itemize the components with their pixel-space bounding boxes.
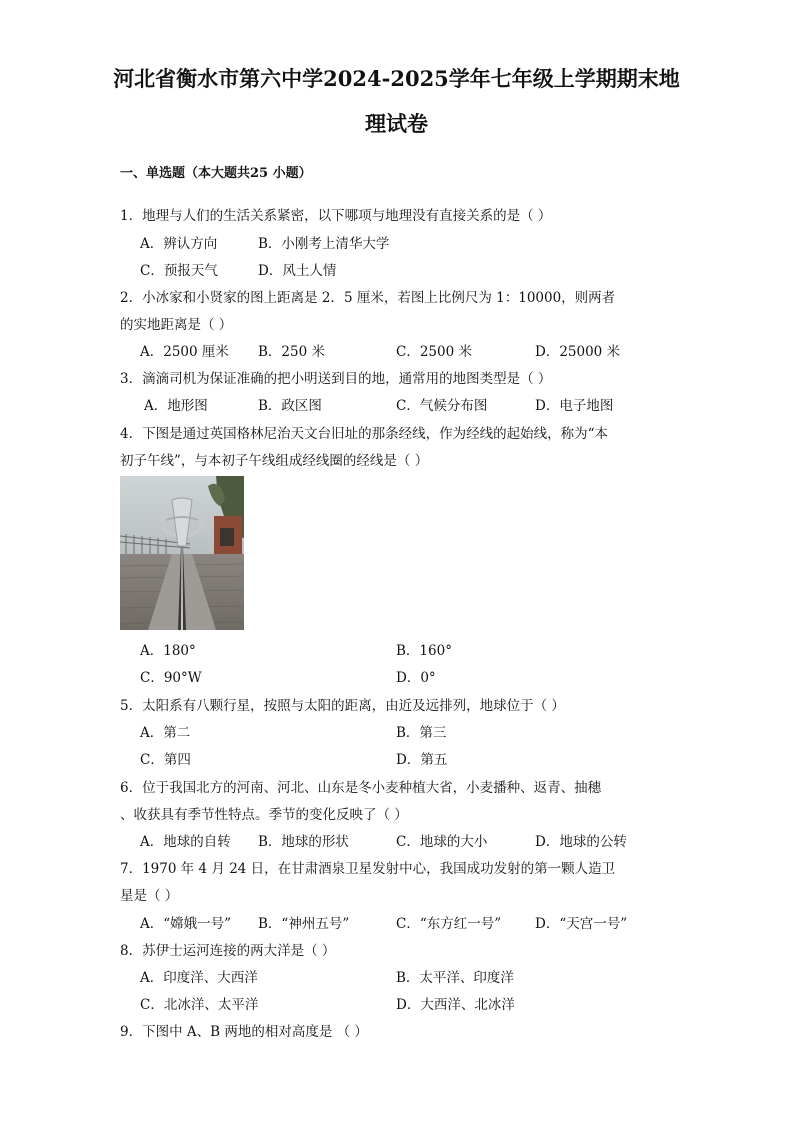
question-9-text: 9．下图中 A、B 两地的相对高度是 （ ） [120,1024,368,1040]
question-4-option-c[interactable]: C．90°W [140,670,202,686]
question-6-text-line-2: 、收获具有季节性特点。季节的变化反映了（ ） [120,807,408,823]
question-1-option-b[interactable]: B．小刚考上清华大学 [258,236,390,252]
question-4-option-b[interactable]: B．160° [396,643,452,659]
question-6-option-a[interactable]: A．地球的自转 [140,834,231,850]
question-4-text-line-2: 初子午线”，与本初子午线组成经线圈的经线是（ ） [120,453,429,469]
question-7-text-line-1: 7．1970 年 4 月 24 日，在甘肃酒泉卫星发射中心，我国成功发射的第一颗人造卫 [120,861,616,877]
question-2-option-d[interactable]: D．25000 米 [535,344,621,360]
question-6-option-d[interactable]: D．地球的公转 [535,834,627,850]
question-8-option-c[interactable]: C．北冰洋、太平洋 [140,997,259,1013]
question-1-text: 1．地理与人们的生活关系紧密，以下哪项与地理没有直接关系的是（ ） [120,208,552,224]
question-8-option-d[interactable]: D．大西洋、北冰洋 [396,997,515,1013]
question-7-option-a[interactable]: A．“嫦娥一号” [140,916,232,932]
question-6-text-line-1: 6．位于我国北方的河南、河北、山东是冬小麦种植大省，小麦播种、返青、抽穗 [120,780,602,796]
exam-title-line-2: 理试卷 [365,111,428,136]
question-1-option-c[interactable]: C．预报天气 [140,263,218,279]
question-5-option-d[interactable]: D．第五 [396,752,448,768]
question-4-option-a[interactable]: A．180° [140,643,196,659]
question-3-option-b[interactable]: B．政区图 [258,398,322,414]
question-1-option-d[interactable]: D．风土人情 [258,263,337,279]
question-7-option-c[interactable]: C．“东方红一号” [396,916,502,932]
question-7-option-d[interactable]: D．“天宫一号” [535,916,628,932]
question-3-option-d[interactable]: D．电子地图 [535,398,614,414]
question-3-option-c[interactable]: C．气候分布图 [396,398,488,414]
exam-title-line-1: 河北省衡水市第六中学2024-2025学年七年级上学期期末地 [113,66,680,91]
question-4-text-line-1: 4．下图是通过英国格林尼治天文台旧址的那条经线，作为经线的起始线，称为“本 [120,426,608,442]
section-heading: 一、单选题（本大题共25 小题） [120,166,312,181]
question-4-option-d[interactable]: D．0° [396,670,436,686]
question-3-option-a[interactable]: A．地形图 [144,398,208,414]
question-1-option-a[interactable]: A．辨认方向 [140,236,218,252]
question-2-option-c[interactable]: C．2500 米 [396,344,472,360]
question-7-option-b[interactable]: B．“神州五号” [258,916,350,932]
question-2-text-line-1: 2．小冰家和小贤家的图上距离是 2．5 厘米，若图上比例尺为 1：10000，则两者 [120,290,616,306]
question-5-option-c[interactable]: C．第四 [140,752,191,768]
question-8-text: 8．苏伊士运河连接的两大洋是（ ） [120,943,336,959]
question-5-text: 5．太阳系有八颗行星，按照与太阳的距离，由近及远排列，地球位于（ ） [120,698,565,714]
question-8-option-b[interactable]: B．太平洋、印度洋 [396,970,514,986]
greenwich-meridian-photo [120,476,244,630]
question-5-option-a[interactable]: A．第二 [140,725,191,741]
question-2-text-line-2: 的实地距离是（ ） [120,317,233,333]
question-5-option-b[interactable]: B．第三 [396,725,447,741]
question-6-option-b[interactable]: B．地球的形状 [258,834,349,850]
question-2-option-b[interactable]: B．250 米 [258,344,325,360]
question-6-option-c[interactable]: C．地球的大小 [396,834,488,850]
question-3-text: 3．滴滴司机为保证准确的把小明送到目的地，通常用的地图类型是（ ） [120,371,552,387]
question-8-option-a[interactable]: A．印度洋、大西洋 [140,970,258,986]
question-2-option-a[interactable]: A．2500 厘米 [140,344,229,360]
question-7-text-line-2: 星是（ ） [120,888,179,904]
